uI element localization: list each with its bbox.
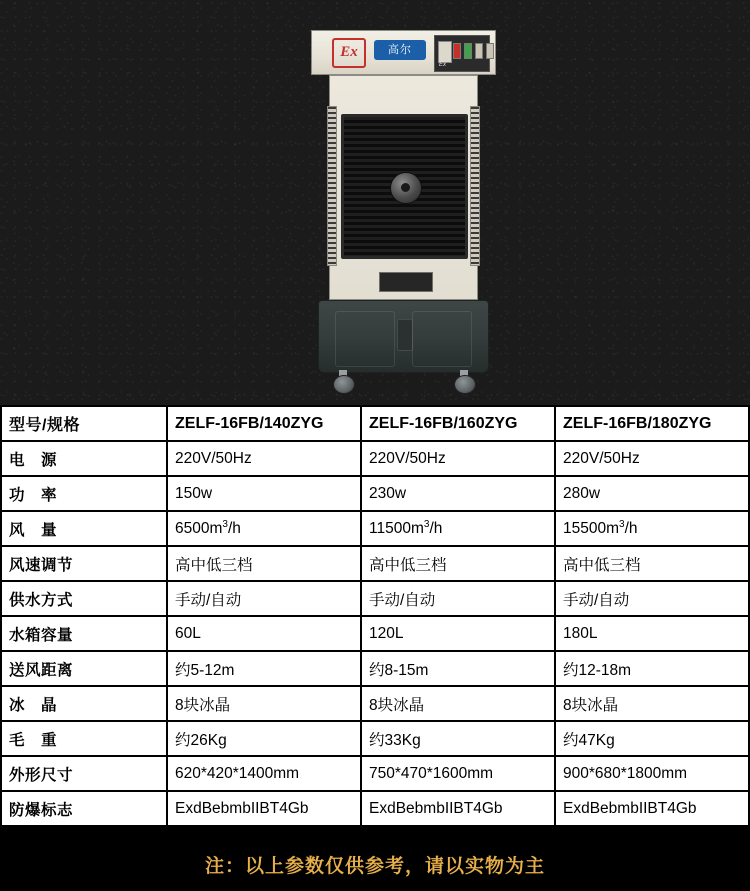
row-value: 高中低三档 (167, 546, 361, 581)
row-label: 毛 重 (1, 721, 167, 756)
table-header-model-3: ZELF-16FB/180ZYG (555, 406, 749, 441)
control-panel (311, 30, 496, 75)
table-row (1, 616, 749, 651)
button-row (453, 43, 494, 59)
table-row (1, 511, 749, 546)
row-value: 620*420*1400mm (167, 756, 361, 791)
speed-button-icon (464, 43, 472, 59)
row-value: $6500m^3/h$ (167, 511, 361, 546)
row-value: 约12-18m (555, 651, 749, 686)
caster-wheel-left (333, 370, 353, 392)
table-row (1, 791, 749, 826)
table-header-label: 型号/规格 (1, 406, 167, 441)
row-value: ExdBebmbIIBT4Gb (555, 791, 749, 826)
tank-handle-icon (397, 319, 413, 351)
caster-wheel-icon (454, 375, 476, 394)
row-value: 150w (167, 476, 361, 511)
row-value: 高中低三档 (555, 546, 749, 581)
row-value: 约33Kg (361, 721, 555, 756)
table-row (1, 756, 749, 791)
power-button-icon (453, 43, 461, 59)
front-vent-slot (379, 272, 433, 292)
caster-wheel-icon (333, 375, 355, 394)
row-label: 外形尺寸 (1, 756, 167, 791)
row-value: 900*680*1800mm (555, 756, 749, 791)
row-value: 约26Kg (167, 721, 361, 756)
row-value: $15500m^3/h$ (555, 511, 749, 546)
product-photo (0, 0, 750, 405)
row-value: 手动/自动 (555, 581, 749, 616)
row-value: 高中低三档 (361, 546, 555, 581)
right-cooling-pad-icon (470, 106, 480, 266)
row-value: 180L (555, 616, 749, 651)
table-row (1, 546, 749, 581)
table-header-model-1: ZELF-16FB/140ZYG (167, 406, 361, 441)
table-row (1, 476, 749, 511)
row-value: 手动/自动 (361, 581, 555, 616)
left-cooling-pad-icon (327, 106, 337, 266)
row-value: 280w (555, 476, 749, 511)
row-value: 手动/自动 (167, 581, 361, 616)
row-value: ExdBebmbIIBT4Gb (361, 791, 555, 826)
table-row (1, 581, 749, 616)
specification-table-wrapper (0, 405, 750, 827)
fan-grille (341, 114, 468, 259)
footnote: 注：以上参数仅供参考，请以实物为主 (0, 842, 750, 891)
row-value: 120L (361, 616, 555, 651)
table-header-model-2: ZELF-16FB/160ZYG (361, 406, 555, 441)
swing-button-icon (486, 43, 494, 59)
water-tank (318, 300, 489, 373)
caster-wheel-right (454, 370, 474, 392)
rotary-dial-icon (438, 41, 452, 63)
brand-badge: 高尔 (374, 40, 426, 60)
row-value: 8块冰晶 (167, 686, 361, 721)
row-label: 电 源 (1, 441, 167, 476)
control-switch-box (434, 35, 490, 72)
pump-button-icon (475, 43, 483, 59)
ex-small-label: Ex (439, 62, 447, 68)
row-value: 220V/50Hz (555, 441, 749, 476)
row-label: 风速调节 (1, 546, 167, 581)
row-value: 230w (361, 476, 555, 511)
table-row (1, 721, 749, 756)
row-value: 8块冰晶 (361, 686, 555, 721)
row-label: 供水方式 (1, 581, 167, 616)
row-label: 功 率 (1, 476, 167, 511)
table-row (1, 441, 749, 476)
row-value: 750*470*1600mm (361, 756, 555, 791)
row-value: $11500m^3/h$ (361, 511, 555, 546)
specification-table (0, 405, 750, 827)
table-row (1, 651, 749, 686)
row-value: 约47Kg (555, 721, 749, 756)
row-value: ExdBebmbIIBT4Gb (167, 791, 361, 826)
row-value: 约8-15m (361, 651, 555, 686)
ex-explosion-proof-icon: Ex (332, 38, 366, 68)
row-label: 冰 晶 (1, 686, 167, 721)
row-value: 60L (167, 616, 361, 651)
row-label: 风 量 (1, 511, 167, 546)
table-header-row (1, 406, 749, 441)
row-value: 8块冰晶 (555, 686, 749, 721)
row-value: 220V/50Hz (167, 441, 361, 476)
row-label: 防爆标志 (1, 791, 167, 826)
row-value: 220V/50Hz (361, 441, 555, 476)
row-label: 水箱容量 (1, 616, 167, 651)
table-row (1, 686, 749, 721)
row-value: 约5-12m (167, 651, 361, 686)
row-label: 送风距离 (1, 651, 167, 686)
fan-housing (329, 75, 478, 300)
evaporative-air-cooler (311, 30, 496, 375)
fan-hub-icon (390, 172, 422, 204)
